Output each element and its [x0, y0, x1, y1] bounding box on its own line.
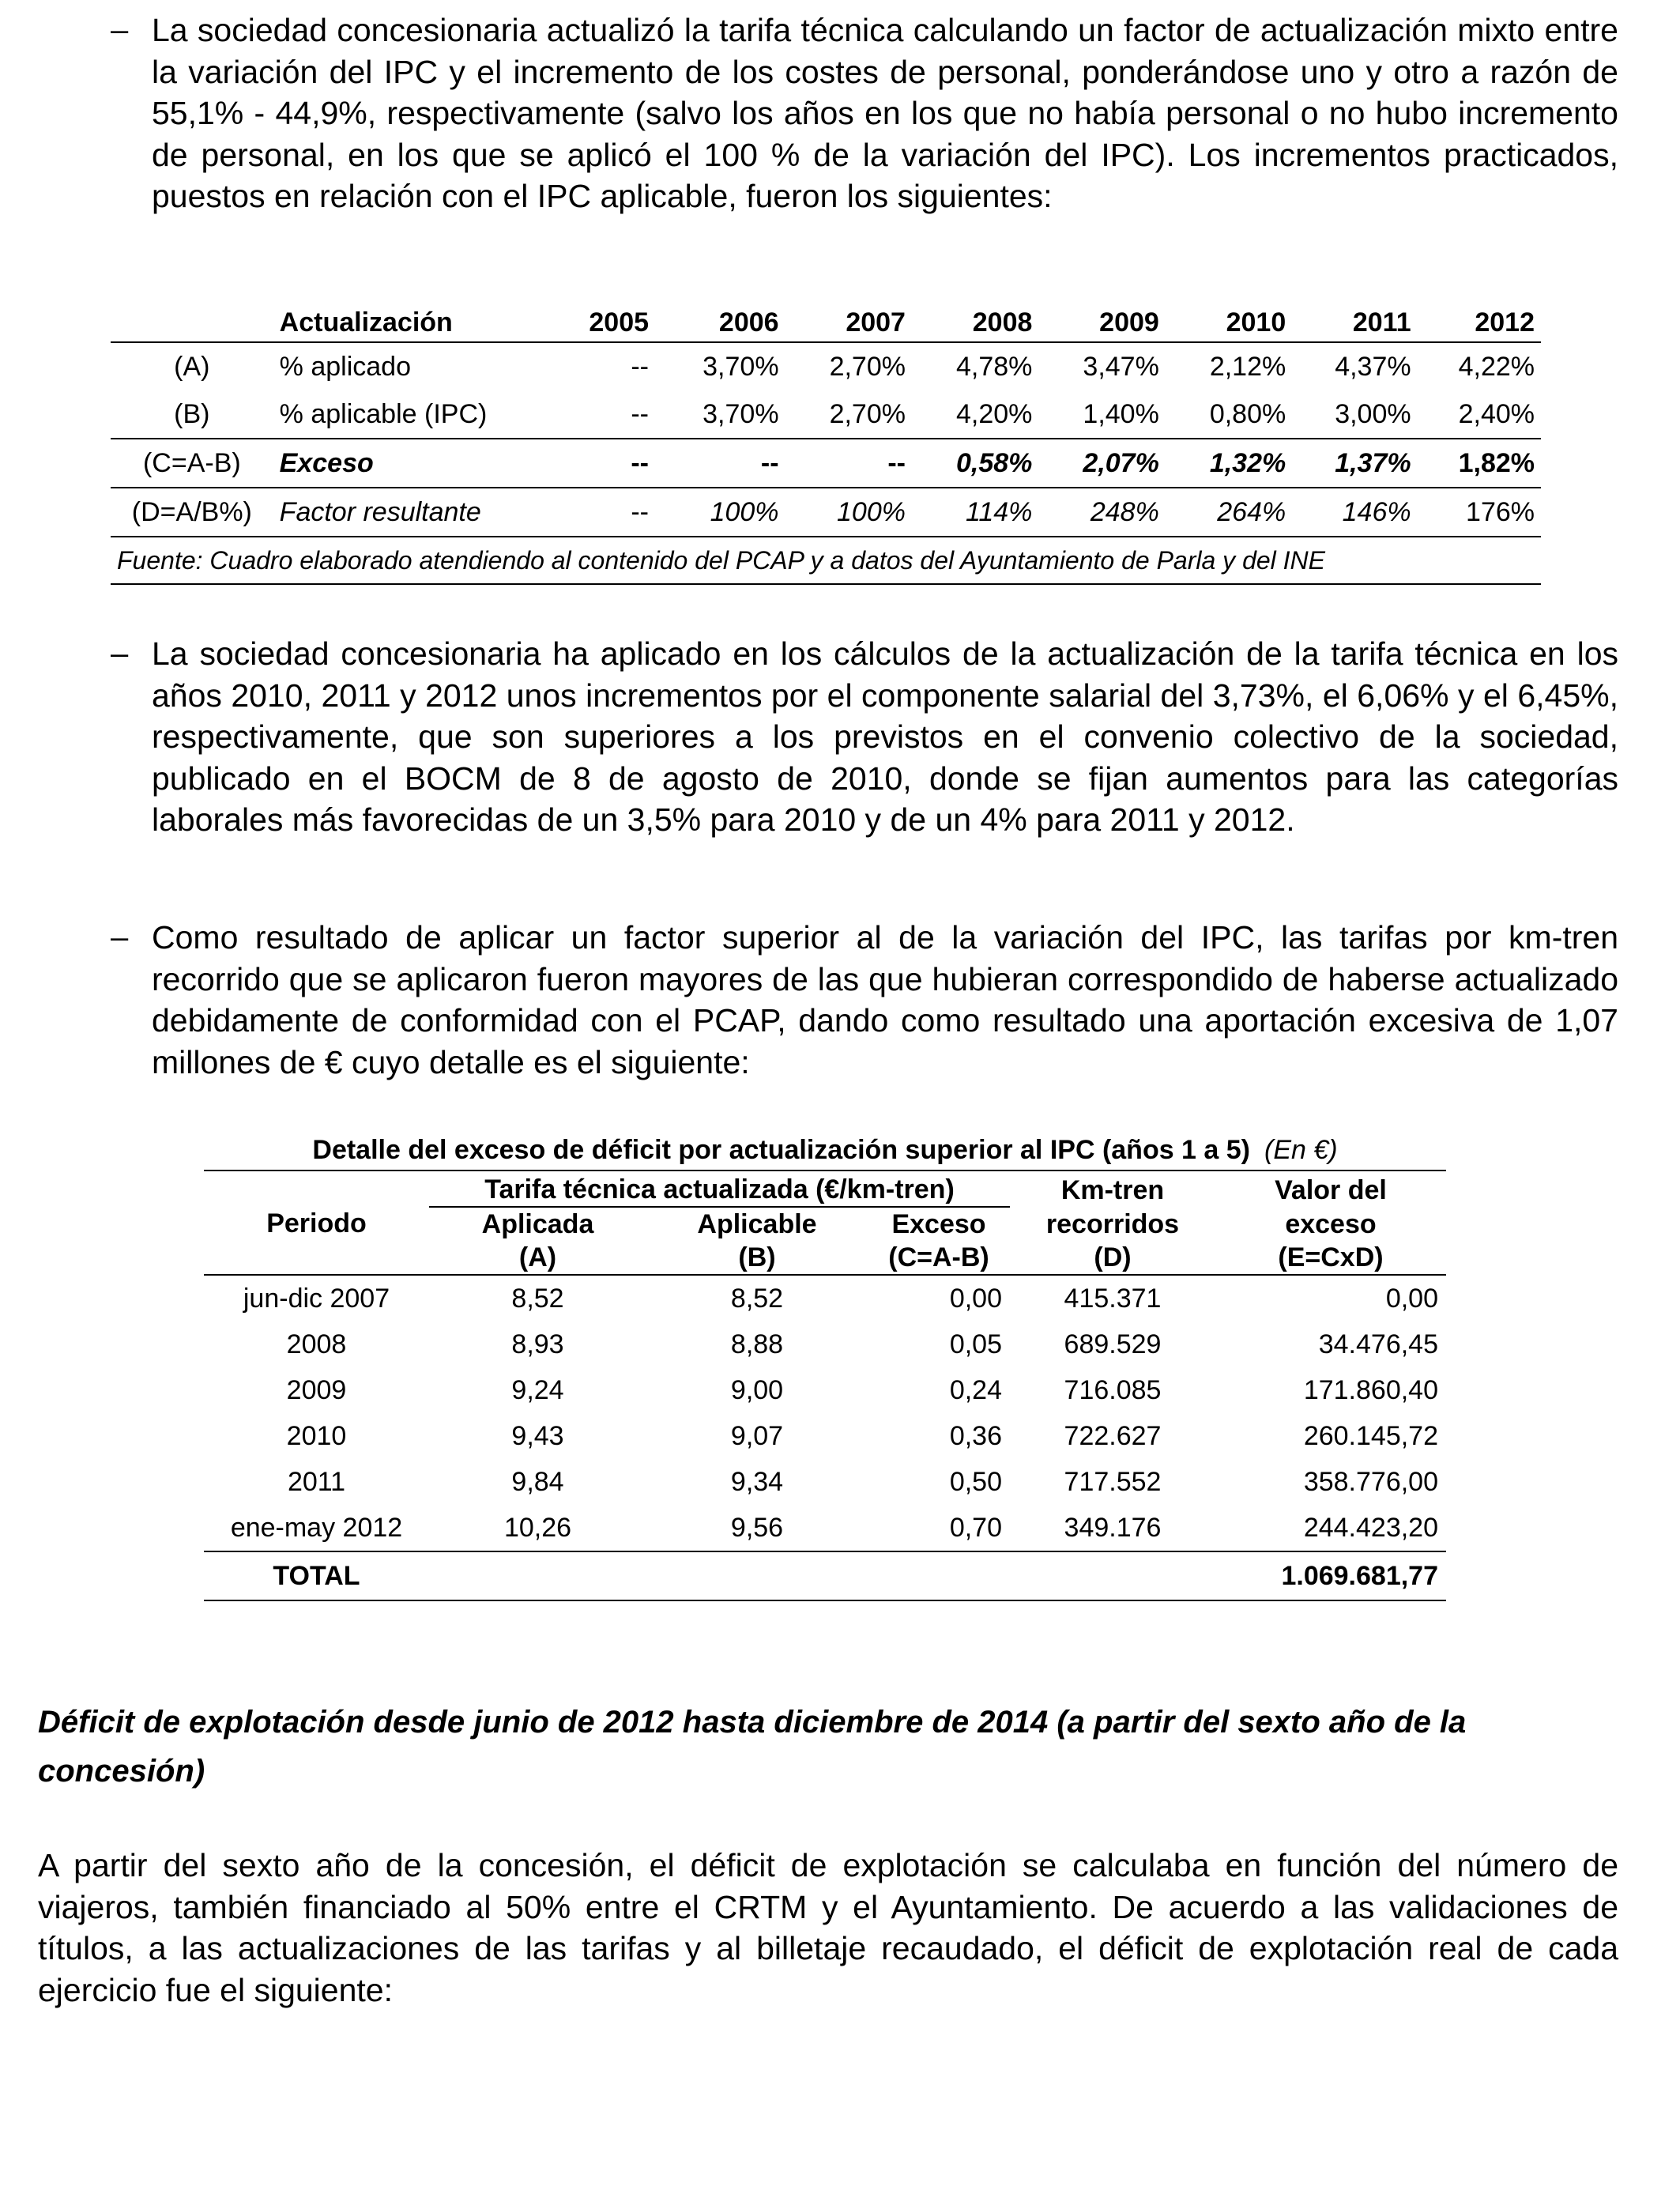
column-header: Actualización — [273, 303, 541, 342]
cell: 4,78% — [955, 351, 1033, 382]
table-total-row — [204, 1551, 1446, 1600]
row-label: Exceso — [273, 439, 541, 488]
cell-aplicable: 8,52 — [730, 1283, 784, 1314]
cell: 1,40% — [1083, 398, 1159, 429]
cell-valor: 34.476,45 — [1318, 1329, 1438, 1359]
cell-km: 717.552 — [1064, 1466, 1162, 1497]
bullet-dash: – — [111, 920, 129, 955]
column-header-valor: Valor del — [1275, 1174, 1387, 1205]
cell: 1,82% — [1418, 439, 1541, 488]
cell-valor: 358.776,00 — [1303, 1466, 1438, 1497]
cell: 248% — [1038, 488, 1165, 537]
cell-km: 415.371 — [1064, 1283, 1162, 1314]
row-code: (B) — [174, 398, 210, 429]
cell: -- — [655, 439, 785, 488]
cell-periodo: 2008 — [286, 1329, 347, 1359]
table-row — [204, 1275, 1446, 1321]
cell: 1,32% — [1166, 439, 1292, 488]
cell: 2,70% — [829, 398, 906, 429]
table-source-note: Fuente: Cuadro elaborado atendiendo al contenido del PCAP y a datos del Ayuntamiento de Parla y del INE — [111, 537, 1541, 584]
deficit-table-unit: (En €) — [1264, 1135, 1338, 1165]
column-header: 2009 — [1038, 303, 1165, 342]
column-header: 2012 — [1418, 303, 1541, 342]
cell-aplicada: 9,43 — [511, 1420, 564, 1451]
cell-aplicable: 8,88 — [730, 1329, 784, 1359]
cell: 2,40% — [1458, 398, 1535, 429]
column-header-km: recorridos — [1045, 1208, 1180, 1239]
bullet-paragraph-3 — [111, 917, 1618, 1083]
cell-periodo: 2010 — [286, 1420, 347, 1451]
column-code: (D) — [1010, 1241, 1215, 1275]
cell: -- — [541, 439, 655, 488]
column-header-exceso: Exceso — [891, 1209, 986, 1239]
bullet-dash: – — [111, 636, 129, 671]
row-code: (A) — [174, 351, 210, 382]
table-row-exceso — [111, 439, 1541, 488]
column-header-aplicada: Aplicada — [481, 1209, 594, 1239]
cell-aplicada: 9,84 — [511, 1466, 564, 1497]
column-header: 2011 — [1292, 303, 1417, 342]
cell-valor: 244.423,20 — [1303, 1512, 1438, 1543]
cell-aplicada: 8,52 — [511, 1283, 564, 1314]
cell-km: 722.627 — [1064, 1420, 1162, 1451]
table-row — [111, 342, 1541, 390]
cell: 2,12% — [1209, 351, 1286, 382]
cell: 0,80% — [1209, 398, 1286, 429]
row-label: % aplicable (IPC) — [279, 398, 488, 429]
row-code: (C=A-B) — [111, 439, 273, 488]
row-code: (D=A/B%) — [111, 488, 273, 537]
cell-periodo: 2011 — [287, 1466, 346, 1497]
cell-valor: 171.860,40 — [1303, 1374, 1438, 1405]
cell: 146% — [1292, 488, 1417, 537]
cell: 100% — [785, 488, 912, 537]
bullet-paragraph-1 — [111, 9, 1618, 217]
deficit-detail-table — [204, 1173, 1446, 1601]
cell: 176% — [1418, 488, 1541, 537]
cell-exceso: 0,70 — [949, 1512, 1002, 1543]
cell: 100% — [655, 488, 785, 537]
cell: 2,70% — [829, 351, 906, 382]
column-code: (E=CxD) — [1215, 1241, 1446, 1275]
cell-exceso: 0,00 — [949, 1283, 1002, 1314]
cell-km: 349.176 — [1064, 1512, 1162, 1543]
table-row — [204, 1413, 1446, 1459]
cell-km: 689.529 — [1064, 1329, 1162, 1359]
bullet-dash: – — [111, 13, 129, 47]
cell: 1,37% — [1292, 439, 1417, 488]
cell: -- — [631, 398, 650, 429]
column-code: (A) — [429, 1241, 646, 1275]
cell: 3,70% — [703, 398, 779, 429]
cell-aplicada: 9,24 — [511, 1374, 564, 1405]
cell: 3,70% — [703, 351, 779, 382]
total-value: 1.069.681,77 — [1215, 1551, 1446, 1600]
deficit-table-title — [204, 1132, 1446, 1171]
cell-aplicable: 9,56 — [730, 1512, 784, 1543]
table-row-factor — [111, 488, 1541, 537]
cell-exceso: 0,05 — [949, 1329, 1002, 1359]
column-header: 2010 — [1166, 303, 1292, 342]
cell-valor: 260.145,72 — [1303, 1420, 1438, 1451]
column-header-periodo: Periodo — [204, 1173, 429, 1275]
column-header-km: Km-tren — [1060, 1174, 1165, 1205]
bullet-paragraph-2 — [111, 633, 1618, 841]
column-group-header: Tarifa técnica actualizada (€/km-tren) — [429, 1173, 1010, 1207]
cell: 0,58% — [912, 439, 1038, 488]
cell-aplicada: 8,93 — [511, 1329, 564, 1359]
table-row — [204, 1321, 1446, 1367]
cell-exceso: 0,36 — [949, 1420, 1002, 1451]
cell: 3,47% — [1083, 351, 1159, 382]
table-row — [111, 390, 1541, 439]
cell: 4,22% — [1458, 351, 1535, 382]
cell-periodo: ene-may 2012 — [230, 1512, 403, 1543]
column-header: 2008 — [912, 303, 1038, 342]
cell: -- — [631, 351, 650, 382]
cell: 4,20% — [955, 398, 1033, 429]
cell: 2,07% — [1038, 439, 1165, 488]
section-heading: Déficit de explotación desde junio de 2012 hasta diciembre de 2014 (a partir del sexto año de la concesión) — [38, 1705, 1467, 1789]
column-code: (C=A-B) — [868, 1241, 1010, 1275]
bullet-text: La sociedad concesionaria actualizó la tarifa técnica calculando un factor de actualización mixto entre la variación del IPC y el incremento de los costes de personal, ponderándose uno y otro a razón de 55,1% - 44,9%, respectivamente (salvo los años en los que no había personal o no hubo incremento de personal, en los que se aplicó el 100 % de la variación del IPC). Los incrementos practicados, puestos en relación con el IPC aplicable, fueron los siguientes: — [152, 12, 1618, 214]
table-source-row — [111, 537, 1541, 584]
cell-aplicable: 9,34 — [730, 1466, 784, 1497]
total-label: TOTAL — [204, 1551, 429, 1600]
cell-km: 716.085 — [1064, 1374, 1162, 1405]
column-code: (B) — [646, 1241, 868, 1275]
column-header: 2006 — [655, 303, 785, 342]
table-header-row — [204, 1173, 1446, 1207]
cell-exceso: 0,24 — [949, 1374, 1002, 1405]
cell: -- — [541, 488, 655, 537]
column-header-aplicable: Aplicable — [697, 1209, 817, 1239]
table-row — [204, 1505, 1446, 1551]
cell-aplicable: 9,07 — [730, 1420, 784, 1451]
cell-aplicada: 10,26 — [503, 1512, 572, 1543]
row-label: Factor resultante — [273, 488, 541, 537]
cell: 264% — [1166, 488, 1292, 537]
column-header: 2007 — [785, 303, 912, 342]
column-header-valor: exceso — [1285, 1208, 1377, 1239]
cell-periodo: jun-dic 2007 — [243, 1283, 390, 1314]
column-header: 2005 — [541, 303, 655, 342]
cell-valor: 0,00 — [1385, 1283, 1438, 1314]
table-row — [204, 1367, 1446, 1413]
deficit-table-title-text: Detalle del exceso de déficit por actualización superior al IPC (años 1 a 5) — [312, 1135, 1251, 1165]
cell-periodo: 2009 — [286, 1374, 347, 1405]
table-header-row — [111, 303, 1541, 342]
bullet-text: La sociedad concesionaria ha aplicado en los cálculos de la actualización de la tarifa técnica en los años 2010, 2011 y 2012 unos incrementos por el componente salarial del 3,73%, el 6,06% y el 6,45%, respectivamente, que son superiores a los previstos en el convenio colectivo de la sociedad, publicado en el BOCM de 8 de agosto de 2010, donde se fijan aumentos para las categorías laborales más favorecidas de un 3,5% para 2010 y de un 4% para 2011 y 2012. — [152, 635, 1618, 838]
cell: 4,37% — [1335, 351, 1411, 382]
cell-aplicable: 9,00 — [730, 1374, 784, 1405]
row-label: % aplicado — [279, 351, 412, 382]
cell: 3,00% — [1335, 398, 1411, 429]
cell: 114% — [912, 488, 1038, 537]
cell: -- — [785, 439, 912, 488]
bullet-text: Como resultado de aplicar un factor superior al de la variación del IPC, las tarifas por km-tren recorrido que se aplicaron fueron mayores de las que hubieran correspondido de haberse actualizado debidamente de conformidad con el PCAP, dando como resultado una aportación excesiva de 1,07 millones de € cuyo detalle es el siguiente: — [152, 919, 1618, 1080]
body-paragraph: A partir del sexto año de la concesión, el déficit de explotación se calculaba en función del número de viajeros, también financiado al 50% entre el CRTM y el Ayuntamiento. De acuerdo a las validaciones de títulos, a las actualizaciones de las tarifas y al billetaje recaudado, el déficit de explotación real de cada ejercicio fue el siguiente: — [38, 1847, 1618, 2008]
update-factors-table — [111, 303, 1541, 585]
table-row — [204, 1459, 1446, 1505]
cell-exceso: 0,50 — [949, 1466, 1002, 1497]
